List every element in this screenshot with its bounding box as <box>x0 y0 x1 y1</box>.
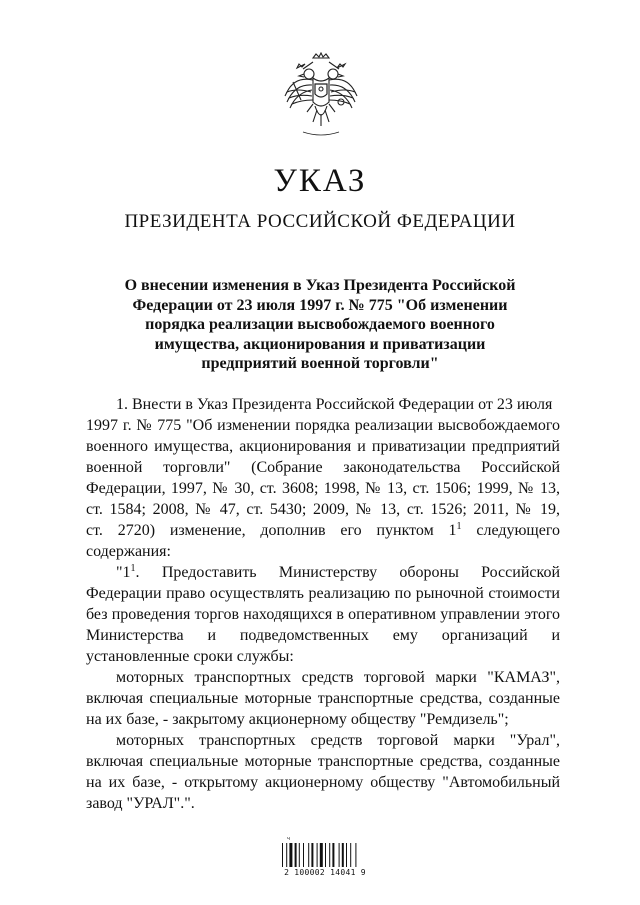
body-line: Федерации право осуществлять реализацию по рыночной стоимости <box>86 585 560 602</box>
barcode-bar <box>332 843 334 867</box>
body-line: на их базе, - открытому акционерному обществу "Автомобильный <box>86 774 560 791</box>
body-line: моторных транспортных средств торговой марки "КАМАЗ", <box>116 669 560 686</box>
body-text-run: . Предоставить Министерству обороны Российской <box>135 564 560 581</box>
barcode-bar <box>286 843 287 867</box>
barcode-bar <box>325 843 326 867</box>
barcode-bar <box>303 843 304 867</box>
body-line <box>86 520 560 541</box>
barcode-number: 2 100002 14041 9 <box>284 868 366 877</box>
body-text-run: "1 <box>116 564 131 581</box>
barcode-bar <box>317 843 318 867</box>
barcode-bar <box>289 843 292 867</box>
barcode-bar <box>311 843 313 867</box>
body-line: 1997 г. № 775 "Об изменении порядка реализации высвобождаемого <box>86 417 560 434</box>
superscript: 1 <box>130 563 136 574</box>
body-line: Министерства и подведомственных ему организаций и <box>86 627 560 644</box>
barcode-bar <box>339 843 340 867</box>
body-line: завод "УРАЛ".". <box>86 795 195 812</box>
body-line <box>86 562 560 583</box>
title-line: Федерации от 23 июля 1997 г. № 775 "Об изменении <box>132 296 508 314</box>
body-line: моторных транспортных средств торговой марки "Урал", <box>116 732 560 749</box>
title-line: О внесении изменения в Указ Президента Российской <box>124 277 516 294</box>
body-line: содержания: <box>86 543 171 560</box>
body-line: Федерации, 1997, № 30, ст. 3608; 1998, № 13, ст. 1506; 1999, № 13, <box>86 480 560 497</box>
body-line: ст. 1584; 2008, № 47, ст. 5430; 2009, № 13, ст. 1526; 2011, № 19, <box>86 501 560 518</box>
document-type: УКАЗ <box>273 163 367 199</box>
body-line: на их базе, - закрытому акционерному обществу "Ремдизель"; <box>86 711 509 728</box>
svg-text:ч: ч <box>287 836 290 842</box>
document-body <box>86 394 560 814</box>
barcode-icon <box>280 834 364 886</box>
body-line: включая специальные моторные транспортные средства, созданные <box>86 753 560 770</box>
body-text-run: следующего <box>461 522 560 539</box>
barcode-bar <box>299 843 300 867</box>
body-line: включая специальные моторные транспортные средства, созданные <box>86 690 560 707</box>
body-line: военной торговли" (Собрание законодательства Российской <box>86 459 560 476</box>
barcode-bar <box>295 843 297 867</box>
barcode-bar <box>320 843 323 867</box>
issuer-line: ПРЕЗИДЕНТА РОССИЙСКОЙ ФЕДЕРАЦИИ <box>124 211 516 232</box>
body-line: без проведения торгов находящихся в оперативном управлении этого <box>86 606 560 623</box>
barcode-bar <box>346 843 347 867</box>
body-line: 1. Внести в Указ Президента Российской Федерации от 23 июля <box>116 396 553 413</box>
barcode-bar <box>308 843 309 867</box>
barcode-bar <box>342 843 344 867</box>
coat-of-arms-icon <box>283 52 359 138</box>
body-text-run: ст. 2720) изменение, дополнив его пунктом 1 <box>86 522 457 539</box>
superscript: 1 <box>456 521 462 532</box>
barcode-bar <box>355 843 356 867</box>
barcode-bar <box>350 843 351 867</box>
title-line: предприятий военной торговли" <box>201 355 439 372</box>
barcode-bar <box>329 843 330 867</box>
barcode-bar <box>282 843 283 867</box>
document-title <box>110 276 530 374</box>
body-line: военного имущества, акционирования и приватизации предприятий <box>86 438 560 455</box>
title-line: имущества, акционирования и приватизации <box>154 335 486 353</box>
body-line: установленные сроки службы: <box>86 648 294 665</box>
title-line: порядка реализации высвобождаемого военного <box>145 316 495 333</box>
